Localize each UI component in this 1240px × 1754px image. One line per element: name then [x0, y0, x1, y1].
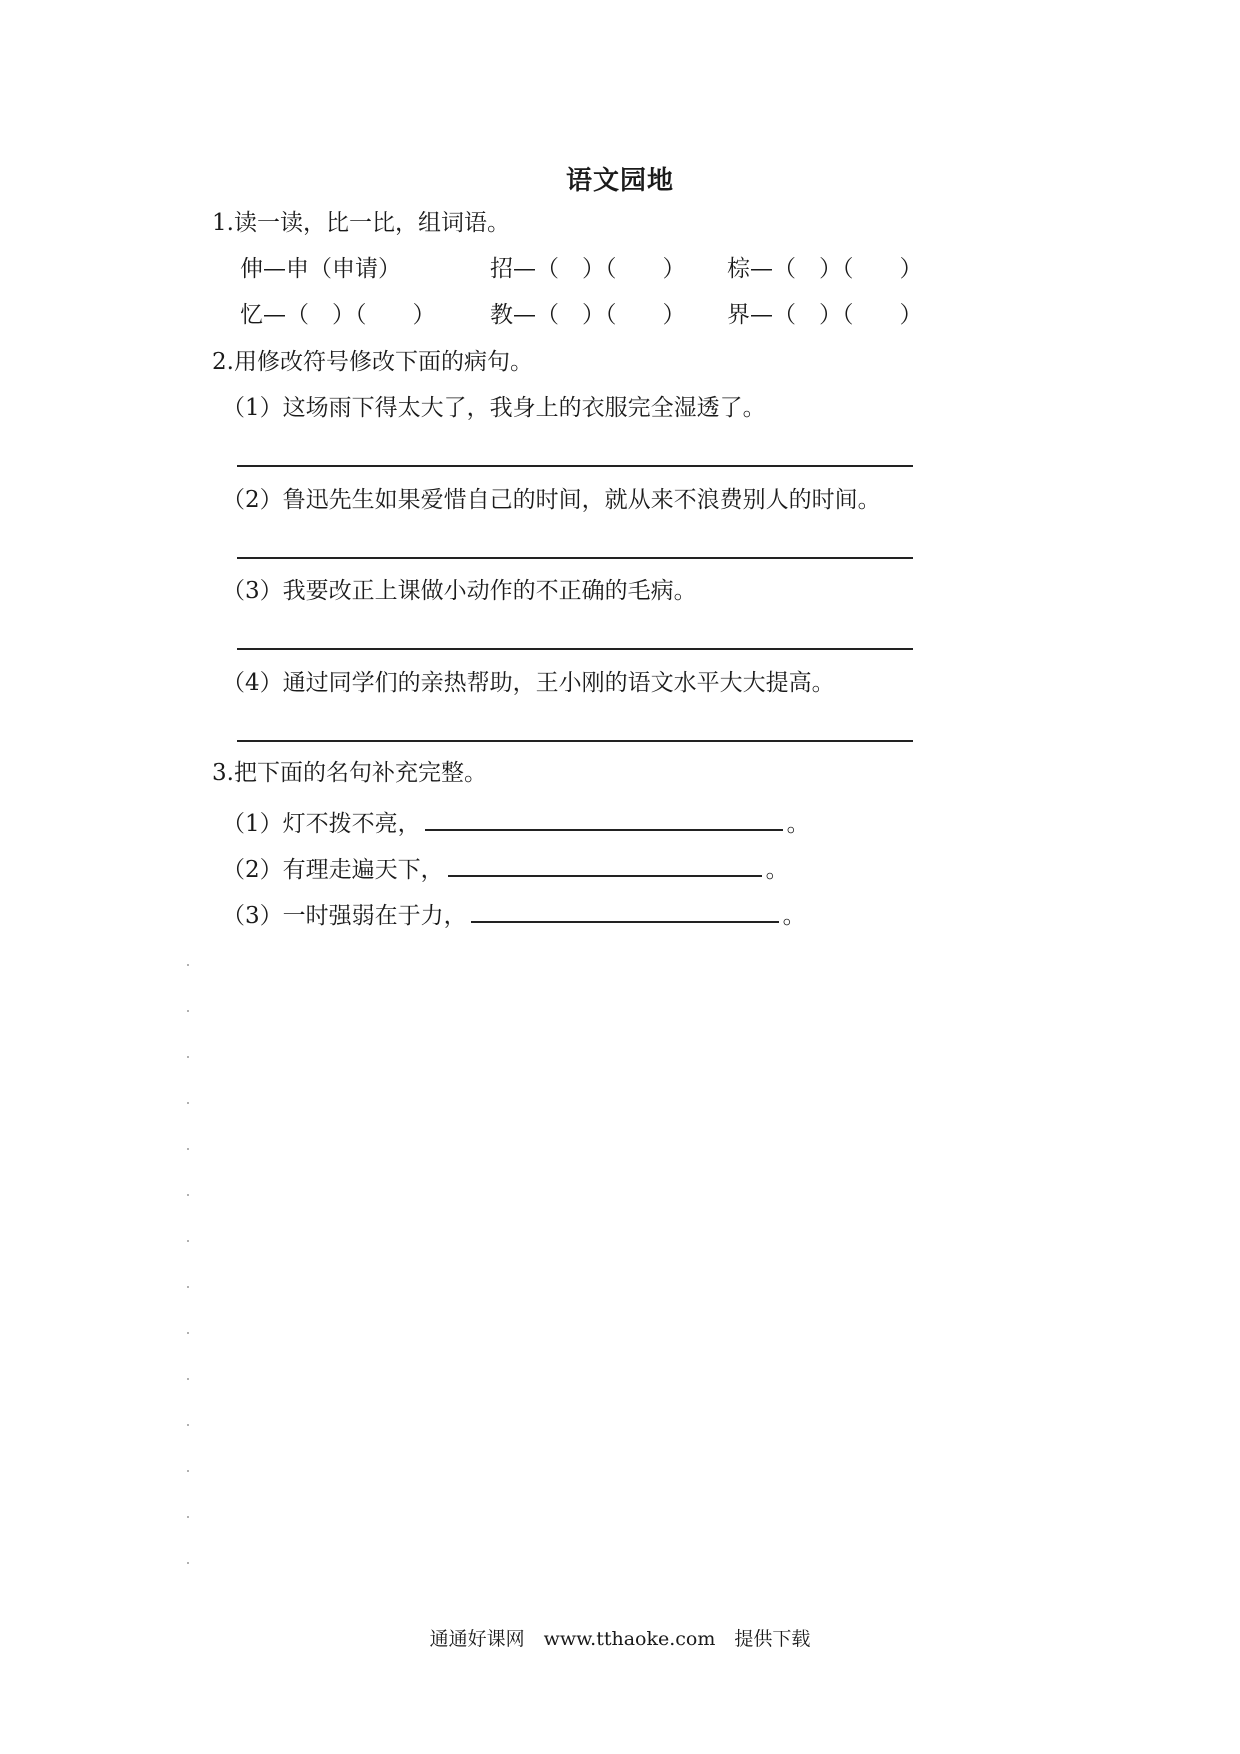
- margin-dot: [187, 1102, 189, 1104]
- q1-row1-cell-2: 招—（ ）（ ）: [490, 256, 686, 282]
- margin-dot: [187, 1424, 189, 1426]
- q3-item-3-prefix: （3）一时强弱在于力，: [222, 903, 467, 929]
- margin-dot: [187, 1148, 189, 1150]
- q2-item-2: （2）鲁迅先生如果爱惜自己的时间，就从来不浪费别人的时间。: [222, 487, 881, 513]
- q3-item-2-prefix: （2）有理走遍天下，: [222, 857, 444, 883]
- margin-dot: [187, 1516, 189, 1518]
- q2-answer-line-1[interactable]: [237, 465, 913, 467]
- q2-answer-line-2[interactable]: [237, 557, 913, 559]
- q3-item-1-prefix: （1）灯不拨不亮，: [222, 811, 421, 837]
- q3-item-3: [222, 899, 806, 931]
- page-title: 语文园地: [565, 166, 674, 196]
- q3-heading: 3.把下面的名句补充完整。: [212, 760, 487, 786]
- q1-row2-cell-3: 界—（ ）（ ）: [727, 302, 923, 328]
- q3-blank-2[interactable]: [448, 853, 762, 877]
- margin-dot: [187, 1562, 189, 1564]
- margin-dot: [187, 1240, 189, 1242]
- q3-blank-3[interactable]: [471, 899, 779, 923]
- q2-answer-line-4[interactable]: [237, 740, 913, 742]
- margin-dot: [187, 1010, 189, 1012]
- q2-item-1: （1）这场雨下得太大了，我身上的衣服完全湿透了。: [222, 395, 766, 421]
- margin-dot: [187, 964, 189, 966]
- q1-heading: 1.读一读，比一比，组词语。: [212, 210, 510, 236]
- q1-row2-cell-2: 教—（ ）（ ）: [490, 302, 686, 328]
- q2-answer-line-3[interactable]: [237, 648, 913, 650]
- margin-dot: [187, 1332, 189, 1334]
- q2-item-4: （4）通过同学们的亲热帮助，王小刚的语文水平大大提高。: [222, 670, 835, 696]
- margin-dot: [187, 1378, 189, 1380]
- q3-item-1-suffix: 。: [786, 811, 810, 837]
- margin-dot: [187, 1194, 189, 1196]
- margin-dot: [187, 1470, 189, 1472]
- q3-blank-1[interactable]: [425, 807, 783, 831]
- q1-row1-cell-3: 棕—（ ）（ ）: [727, 256, 923, 282]
- margin-dot: [187, 1056, 189, 1058]
- q3-item-3-suffix: 。: [782, 903, 806, 929]
- q3-item-1: [222, 807, 810, 839]
- q2-item-3: （3）我要改正上课做小动作的不正确的毛病。: [222, 578, 697, 604]
- footer-credit: 通通好课网 www.tthaoke.com 提供下载: [429, 1628, 811, 1650]
- q1-row1-cell-1: 伸—申（申请）: [240, 256, 401, 282]
- q2-heading: 2.用修改符号修改下面的病句。: [212, 349, 533, 375]
- q1-row2-cell-1: 忆—（ ）（ ）: [240, 302, 436, 328]
- q3-item-2: [222, 853, 789, 885]
- margin-dot: [187, 1286, 189, 1288]
- q3-item-2-suffix: 。: [765, 857, 789, 883]
